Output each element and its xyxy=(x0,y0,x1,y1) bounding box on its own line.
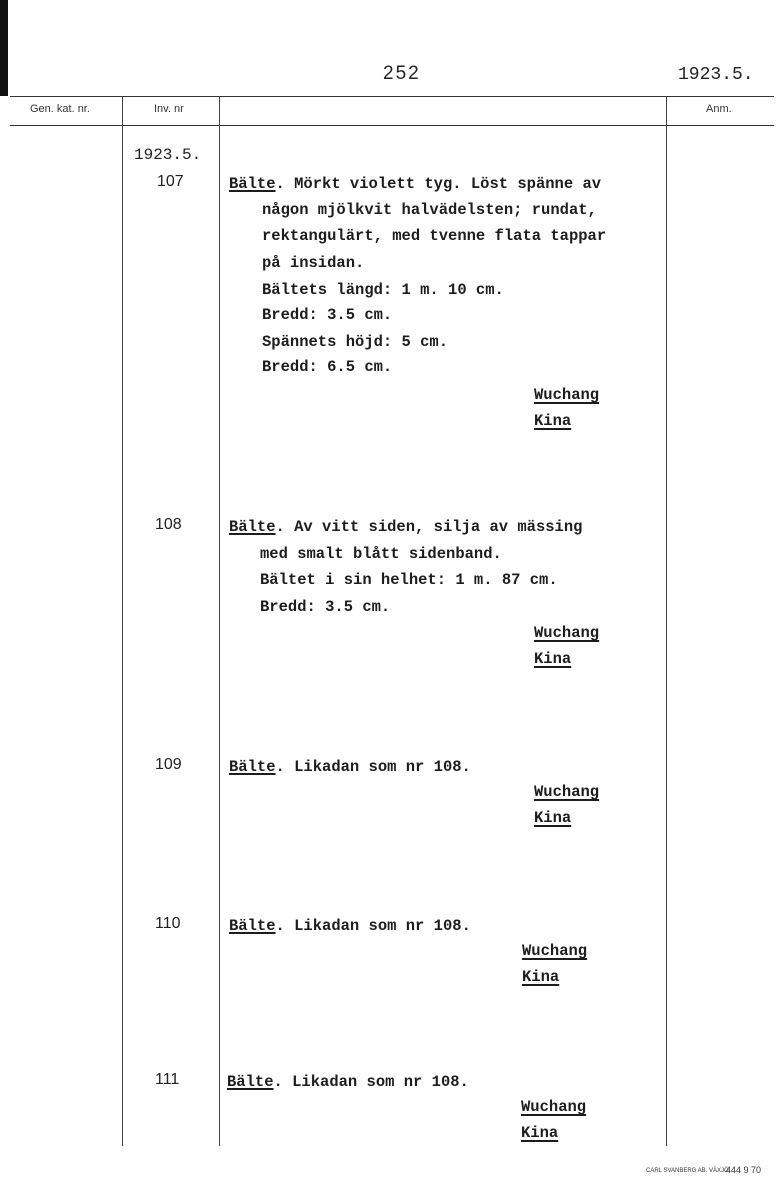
column-divider-desc-anm xyxy=(666,96,667,1146)
entry-heading: Bälte xyxy=(229,758,276,776)
entry-country: Kina xyxy=(522,968,560,986)
entry-place: Wuchang xyxy=(534,386,600,404)
page-number: 252 xyxy=(383,63,421,84)
entry-heading: Bälte xyxy=(229,917,276,935)
entry-line: Bältet i sin helhet: 1 m. 87 cm. xyxy=(260,571,558,589)
entry-country: Kina xyxy=(534,650,572,668)
printer-imprint: CARL SVANBERG AB. VÄXJÖ xyxy=(646,1168,729,1174)
entry-country: Kina xyxy=(521,1124,559,1142)
header-year: 1923.5. xyxy=(678,65,754,85)
entry-line: Bredd: 6.5 cm. xyxy=(262,358,393,376)
entry-heading: Bälte xyxy=(229,518,276,536)
entry-heading: Bälte xyxy=(227,1073,274,1091)
entry-line: någon mjölkvit halvädelsten; rundat, xyxy=(262,201,597,219)
entry-line: Bälte. Likadan som nr 108. xyxy=(227,1073,469,1091)
entry-line: med smalt blått sidenband. xyxy=(260,545,502,563)
entry-line: Bälte. Mörkt violett tyg. Löst spänne av xyxy=(229,175,602,193)
entry-line: Bälte. Av vitt siden, silja av mässing xyxy=(229,518,583,536)
entry-line: Bälte. Likadan som nr 108. xyxy=(229,758,471,776)
column-divider-gen-inv xyxy=(122,96,123,1146)
header-bottom-rule xyxy=(10,125,774,126)
inv-number-111: 111 xyxy=(155,1071,180,1088)
column-header-gen-kat: Gen. kat. nr. xyxy=(30,103,90,115)
entry-country: Kina xyxy=(534,809,572,827)
entry-line: Bredd: 3.5 cm. xyxy=(260,598,391,616)
entry-line: på insidan. xyxy=(262,254,365,272)
inv-number-110: 110 xyxy=(155,915,181,932)
entry-line: Bälte. Likadan som nr 108. xyxy=(229,917,471,935)
entry-line: Spännets höjd: 5 cm. xyxy=(262,333,449,351)
inv-number-108: 108 xyxy=(155,516,182,533)
entry-place: Wuchang xyxy=(522,942,588,960)
entry-line: Bältets längd: 1 m. 10 cm. xyxy=(262,281,504,299)
column-divider-inv-desc xyxy=(219,96,220,1146)
entry-place: Wuchang xyxy=(521,1098,587,1116)
entry-country: Kina xyxy=(534,412,572,430)
form-code: 444 9 70 xyxy=(726,1165,762,1175)
inventory-date: 1923.5. xyxy=(134,146,202,164)
inv-number-109: 109 xyxy=(155,756,182,773)
column-header-inv: Inv. nr xyxy=(154,103,184,115)
header-top-rule xyxy=(10,96,774,97)
entry-heading: Bälte xyxy=(229,175,276,193)
entry-place: Wuchang xyxy=(534,624,600,642)
entry-line: Bredd: 3.5 cm. xyxy=(262,306,393,324)
left-margin-bar xyxy=(0,0,8,96)
entry-place: Wuchang xyxy=(534,783,600,801)
inv-number-107: 107 xyxy=(157,173,184,190)
column-header-anm: Anm. xyxy=(706,103,732,115)
entry-line: rektangulärt, med tvenne flata tappar xyxy=(262,227,607,245)
